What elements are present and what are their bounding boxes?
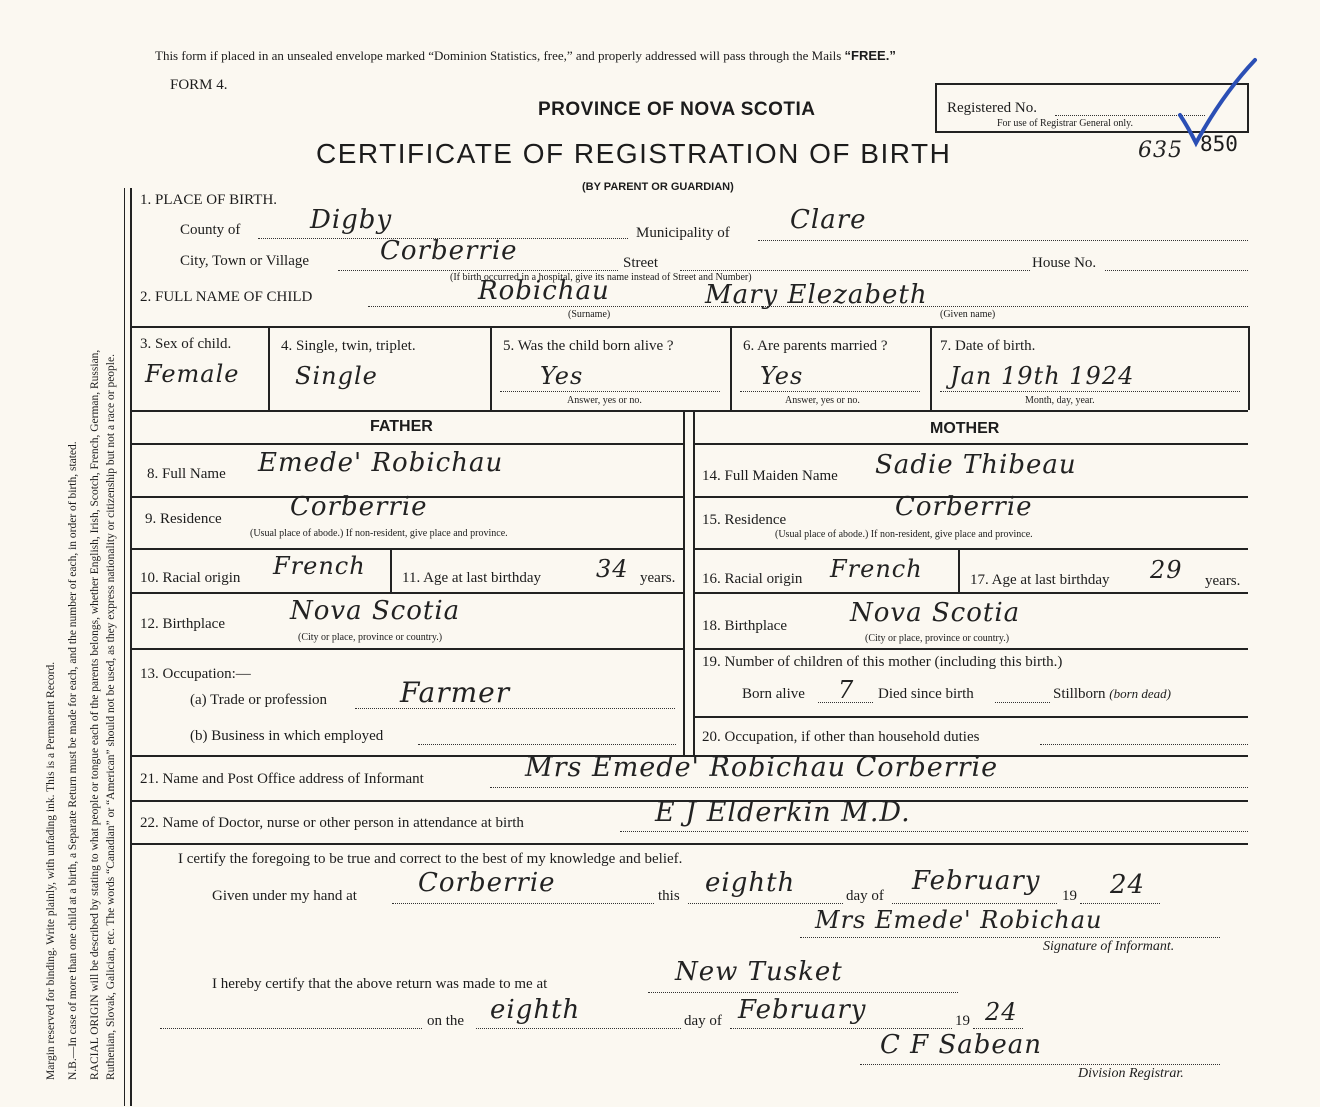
- margin-note-canadian: Ruthenian, Slovak, Galician, etc. The words “Canadian” or “American” should not be used, as they express nationality or citizenship but not a race or people.: [105, 354, 117, 1080]
- mother-name-label: 14. Full Maiden Name: [702, 468, 838, 484]
- child-given-name: Mary Elezabeth: [705, 280, 928, 310]
- single-label: 4. Single, twin, triplet.: [281, 338, 416, 354]
- place-of-birth-label: 1. PLACE OF BIRTH.: [140, 192, 278, 208]
- born-alive-count-label: Born alive: [742, 686, 805, 702]
- stamped-number: 850: [1200, 132, 1238, 156]
- province-heading: PROVINCE OF NOVA SCOTIA: [538, 99, 816, 120]
- given-place-value: Corberrie: [418, 868, 556, 898]
- father-residence-value: Corberrie: [290, 492, 428, 522]
- county-label: County of: [180, 222, 241, 238]
- certify-statement: I certify the foregoing to be true and correct to the best of my knowledge and belief.: [178, 851, 683, 867]
- informant-signature-caption: Signature of Informant.: [1043, 939, 1175, 954]
- certificate-title: CERTIFICATE OF REGISTRATION OF BIRTH: [316, 138, 952, 169]
- certificate-subtitle: (BY PARENT OR GUARDIAN): [582, 181, 734, 193]
- mother-residence-label: 15. Residence: [702, 512, 787, 528]
- father-birthplace-note: (City or place, province or country.): [298, 632, 443, 643]
- registered-label: Registered No.: [947, 100, 1037, 116]
- margin-note-racial-origin: RACIAL ORIGIN will be described by stating to what people or tongue each of the parents belongs, whether English, Irish, Scotch, French, German, Russian,: [89, 349, 101, 1080]
- date-caption: Month, day, year.: [1025, 395, 1095, 406]
- father-racial-value: French: [273, 552, 366, 580]
- informant-signature: Mrs Emede' Robichau: [815, 906, 1103, 934]
- this-label: this: [658, 888, 680, 904]
- given-day-of-label: day of: [846, 888, 884, 904]
- father-age-value: 34: [596, 555, 629, 583]
- free-text: “FREE.”: [844, 48, 896, 63]
- mother-age-label: 17. Age at last birthday: [970, 572, 1110, 588]
- mother-heading: MOTHER: [930, 420, 1000, 437]
- sex-label: 3. Sex of child.: [140, 336, 232, 352]
- city-label: City, Town or Village: [180, 253, 310, 269]
- father-age-label: 11. Age at last birthday: [402, 570, 541, 586]
- born-alive-value: Yes: [540, 362, 584, 390]
- given-under-label: Given under my hand at: [212, 888, 357, 904]
- father-racial-label: 10. Racial origin: [140, 570, 241, 586]
- father-birthplace-label: 12. Birthplace: [140, 616, 225, 632]
- stillborn-label: Stillborn (born dead): [1053, 686, 1172, 702]
- date-of-birth-label: 7. Date of birth.: [940, 338, 1036, 354]
- informant-value: Mrs Emede' Robichau Corberrie: [525, 752, 999, 783]
- surname-caption: (Surname): [568, 309, 611, 320]
- answer-caption-alive: Answer, yes or no.: [567, 395, 642, 406]
- father-trade-label: (a) Trade or profession: [190, 692, 328, 708]
- registrar-day-value: eighth: [490, 995, 581, 1025]
- mother-birthplace-note: (City or place, province or country.): [865, 633, 1010, 644]
- mother-occupation-label: 20. Occupation, if other than household duties: [702, 729, 980, 745]
- died-since-birth-label: Died since birth: [878, 686, 974, 702]
- father-business-label: (b) Business in which employed: [190, 728, 384, 744]
- margin-note-nb: N.B.—In case of more than one child at a birth, a Separate Return must be made for each, and the number of each, in order of birth, stated.: [67, 441, 79, 1080]
- municipality-value: Clare: [790, 205, 867, 235]
- registrar-signature: C F Sabean: [880, 1030, 1043, 1060]
- date-of-birth-value: Jan 19th 1924: [950, 362, 1135, 390]
- father-heading: FATHER: [370, 418, 433, 435]
- mother-residence-note: (Usual place of abode.) If non-resident, give place and province.: [775, 529, 1033, 540]
- answer-caption-married: Answer, yes or no.: [785, 395, 860, 406]
- mother-birthplace-value: Nova Scotia: [850, 598, 1021, 628]
- father-occupation-label: 13. Occupation:—: [140, 666, 251, 682]
- mother-children-label: 19. Number of children of this mother (including this birth.): [702, 654, 1063, 670]
- mother-years: years.: [1205, 573, 1241, 589]
- father-name-label: 8. Full Name: [147, 466, 226, 482]
- given-year-prefix: 19: [1062, 888, 1077, 904]
- born-alive-count: 7: [838, 676, 855, 704]
- informant-label: 21. Name and Post Office address of Informant: [140, 771, 424, 787]
- father-residence-note: (Usual place of abode.) If non-resident, give place and province.: [250, 528, 508, 539]
- sex-value: Female: [145, 360, 240, 388]
- doctor-label: 22. Name of Doctor, nurse or other person in attendance at birth: [140, 815, 524, 831]
- registrar-month-value: February: [738, 995, 867, 1025]
- city-value: Corberrie: [380, 236, 518, 266]
- father-birthplace-value: Nova Scotia: [290, 596, 461, 626]
- mother-birthplace-label: 18. Birthplace: [702, 618, 787, 634]
- registrar-day-of-label: day of: [684, 1013, 722, 1029]
- county-value: Digby: [310, 205, 393, 235]
- father-residence-label: 9. Residence: [145, 511, 222, 527]
- married-label: 6. Are parents married ?: [743, 338, 888, 354]
- doctor-value: E J Elderkin M.D.: [655, 797, 911, 828]
- mother-racial-value: French: [830, 555, 923, 583]
- registrar-on-the-label: on the: [427, 1013, 465, 1029]
- father-name-value: Emede' Robichau: [258, 448, 504, 478]
- hospital-note: (If birth occurred in a hospital, give its name instead of Street and Number): [450, 272, 752, 283]
- father-trade-value: Farmer: [400, 676, 511, 709]
- margin-note-binding: Margin reserved for binding. Write plainly, with unfading ink. This is a Permanent Record.: [45, 661, 57, 1080]
- registrar-place-value: New Tusket: [675, 957, 843, 987]
- registrar-caption: Division Registrar.: [1078, 1066, 1184, 1081]
- street-label: Street: [623, 255, 658, 271]
- given-month-value: February: [912, 866, 1041, 896]
- given-day-value: eighth: [705, 868, 796, 898]
- father-years: years.: [640, 570, 676, 586]
- mother-residence-value: Corberrie: [895, 492, 1033, 522]
- mother-age-value: 29: [1150, 556, 1183, 584]
- registrar-statement: I hereby certify that the above return was made to me at: [212, 976, 548, 992]
- handwritten-number: 635: [1138, 138, 1183, 163]
- house-label: House No.: [1032, 255, 1097, 271]
- municipality-label: Municipality of: [636, 225, 730, 241]
- registrar-year-prefix: 19: [955, 1013, 970, 1029]
- child-surname: Robichau: [478, 276, 610, 306]
- given-year-value: 24: [1110, 870, 1146, 900]
- mother-racial-label: 16. Racial origin: [702, 571, 803, 587]
- mail-notice: This form if placed in an unsealed envelope marked “Dominion Statistics, free,” and properly addressed will pass through the Mails “FREE.”: [155, 48, 896, 63]
- born-alive-label: 5. Was the child born alive ?: [503, 338, 674, 354]
- form-number: FORM 4.: [170, 77, 228, 93]
- given-caption: (Given name): [940, 309, 996, 320]
- single-value: Single: [295, 362, 378, 390]
- child-name-label: 2. FULL NAME OF CHILD: [140, 289, 313, 305]
- registrar-use-note: For use of Registrar General only.: [997, 118, 1133, 129]
- mother-name-value: Sadie Thibeau: [875, 450, 1077, 480]
- registrar-year-value: 24: [985, 998, 1018, 1026]
- married-value: Yes: [760, 362, 804, 390]
